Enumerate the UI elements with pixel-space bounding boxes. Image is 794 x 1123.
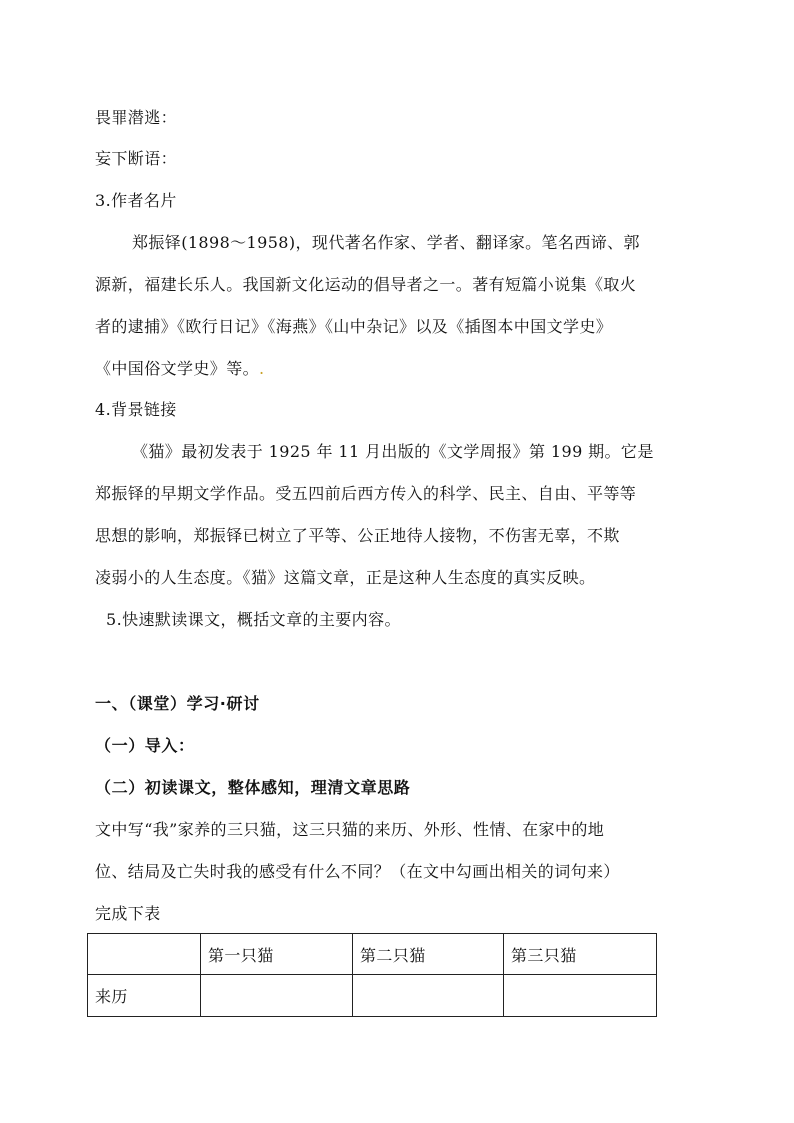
- author-paragraph-line-3: 者的逮捕》《欧行日记》《海燕》《山中杂记》以及《插图本中国文学史》: [95, 317, 613, 336]
- table-cell[interactable]: [201, 975, 353, 1017]
- background-paragraph-line-2: 郑振铎的早期文学作品。受五四前后西方传入的科学、民主、自由、平等等: [95, 484, 637, 503]
- intro-subheading: （一）导入：: [95, 736, 195, 755]
- table-header-cell: [88, 934, 201, 975]
- author-paragraph-line-1: 郑振铎(1898～1958)，现代著名作家、学者、翻译家。笔名西谛、郭: [132, 233, 640, 252]
- first-reading-subheading: （二）初读课文，整体感知，理清文章思路: [95, 778, 411, 797]
- term-line-1: 畏罪潜逃：: [95, 108, 178, 127]
- question-line-1: 文中写“我”家养的三只猫，这三只猫的来历、外形、性情、在家中的地: [95, 820, 605, 839]
- table-cell[interactable]: [504, 975, 657, 1017]
- background-paragraph-line-3: 思想的影响，郑振铎已树立了平等、公正地待人接物，不伤害无辜，不欺: [95, 526, 620, 545]
- table-header-cell: 第二只猫: [353, 934, 504, 975]
- table-row: [88, 975, 657, 1017]
- table-instruction: 完成下表: [95, 904, 161, 923]
- table-header-cell: 第三只猫: [504, 934, 657, 975]
- stray-dot-mark: .: [259, 359, 265, 378]
- cat-comparison-table: [87, 933, 657, 1017]
- reading-task-line: 5.快速默读课文，概括文章的主要内容。: [106, 610, 401, 629]
- section-heading-background: 4.背景链接: [95, 400, 177, 419]
- table-header-cell: 第一只猫: [201, 934, 353, 975]
- classroom-heading: 一、（课堂）学习·研讨: [95, 694, 260, 713]
- background-paragraph-line-1: 《猫》最初发表于 1925 年 11 月出版的《文学周报》第 199 期。它是: [132, 442, 654, 461]
- author-paragraph-text: 《中国俗文学史》等。: [95, 359, 260, 378]
- table-cell[interactable]: [353, 975, 504, 1017]
- question-line-2: 位、结局及亡失时我的感受有什么不同？（在文中勾画出相关的词句来）: [95, 862, 620, 881]
- term-line-2: 妄下断语：: [95, 149, 178, 168]
- table-row-label: 来历: [88, 975, 201, 1017]
- background-paragraph-line-4: 凌弱小的人生态度。《猫》这篇文章，正是这种人生态度的真实反映。: [95, 568, 596, 587]
- section-heading-author: 3.作者名片: [95, 191, 177, 210]
- table-header-row: [88, 934, 657, 975]
- author-paragraph-line-2: 源新，福建长乐人。我国新文化运动的倡导者之一。著有短篇小说集《取火: [95, 275, 637, 294]
- author-paragraph-line-4: [95, 359, 715, 379]
